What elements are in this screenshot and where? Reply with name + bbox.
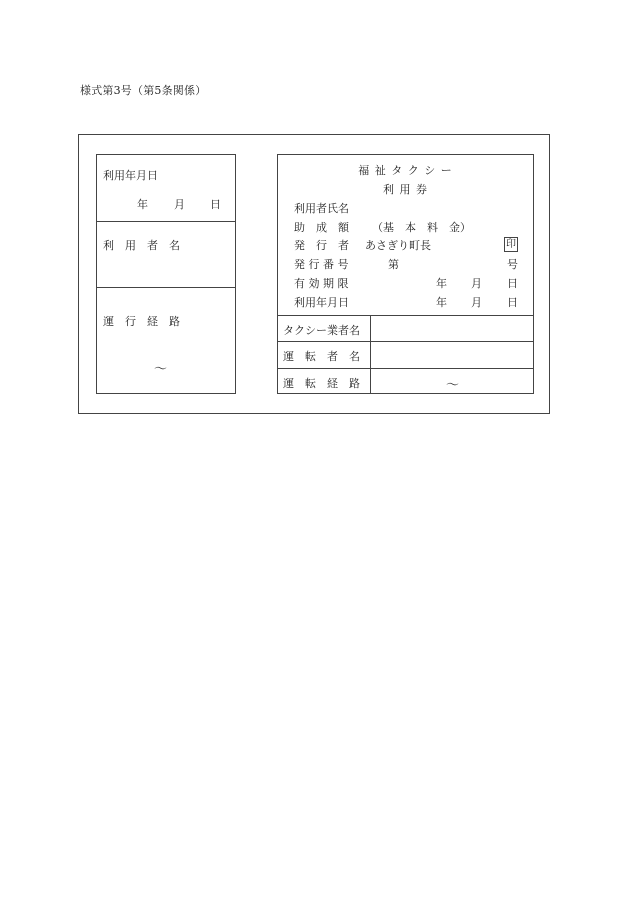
ticket-divider xyxy=(278,341,533,342)
driver-name-label: 運 転 者 名 xyxy=(283,350,360,363)
stub-route-tilde: ～ xyxy=(154,362,168,377)
use-month: 月 xyxy=(471,296,482,309)
stub-date-day: 日 xyxy=(210,198,221,211)
stub-section xyxy=(96,154,236,394)
stub-divider xyxy=(97,287,235,288)
issue-number-suffix: 号 xyxy=(507,258,518,271)
use-date-label: 利用年月日 xyxy=(294,296,349,309)
ticket-column-divider xyxy=(370,315,371,393)
stub-date-year: 年 xyxy=(137,198,148,211)
route-label: 運 転 経 路 xyxy=(283,377,360,390)
ticket-section xyxy=(277,154,534,394)
seal-stamp: 印 xyxy=(506,239,516,250)
stub-date-label: 利用年月日 xyxy=(103,169,158,182)
user-name-label: 利用者氏名 xyxy=(294,202,349,215)
stub-divider xyxy=(97,221,235,222)
issue-number-prefix: 第 xyxy=(388,258,399,271)
use-year: 年 xyxy=(436,296,447,309)
route-tilde: ～ xyxy=(446,378,460,393)
subsidy-label: 助 成 額 xyxy=(294,221,349,234)
stub-user-label: 利 用 者 名 xyxy=(103,239,180,252)
valid-year: 年 xyxy=(436,277,447,290)
ticket-divider xyxy=(278,315,533,316)
valid-month: 月 xyxy=(471,277,482,290)
ticket-divider xyxy=(278,368,533,369)
stub-date-month: 月 xyxy=(174,198,185,211)
stub-route-label: 運 行 経 路 xyxy=(103,315,180,328)
taxi-company-label: タクシー業者名 xyxy=(283,324,360,337)
subsidy-value: （基 本 料 金） xyxy=(372,221,471,234)
issuer-value: あさぎり町長 xyxy=(365,239,431,252)
valid-period-label: 有 効 期 限 xyxy=(294,277,349,290)
issue-number-label: 発 行 番 号 xyxy=(294,258,349,271)
valid-day: 日 xyxy=(507,277,518,290)
use-day: 日 xyxy=(507,296,518,309)
form-title: 様式第3号（第5条関係） xyxy=(80,84,207,97)
ticket-subtitle: 利 用 券 xyxy=(383,183,428,196)
issuer-label: 発 行 者 xyxy=(294,239,349,252)
ticket-title: 福 祉 タ ク シ ー xyxy=(358,164,453,177)
